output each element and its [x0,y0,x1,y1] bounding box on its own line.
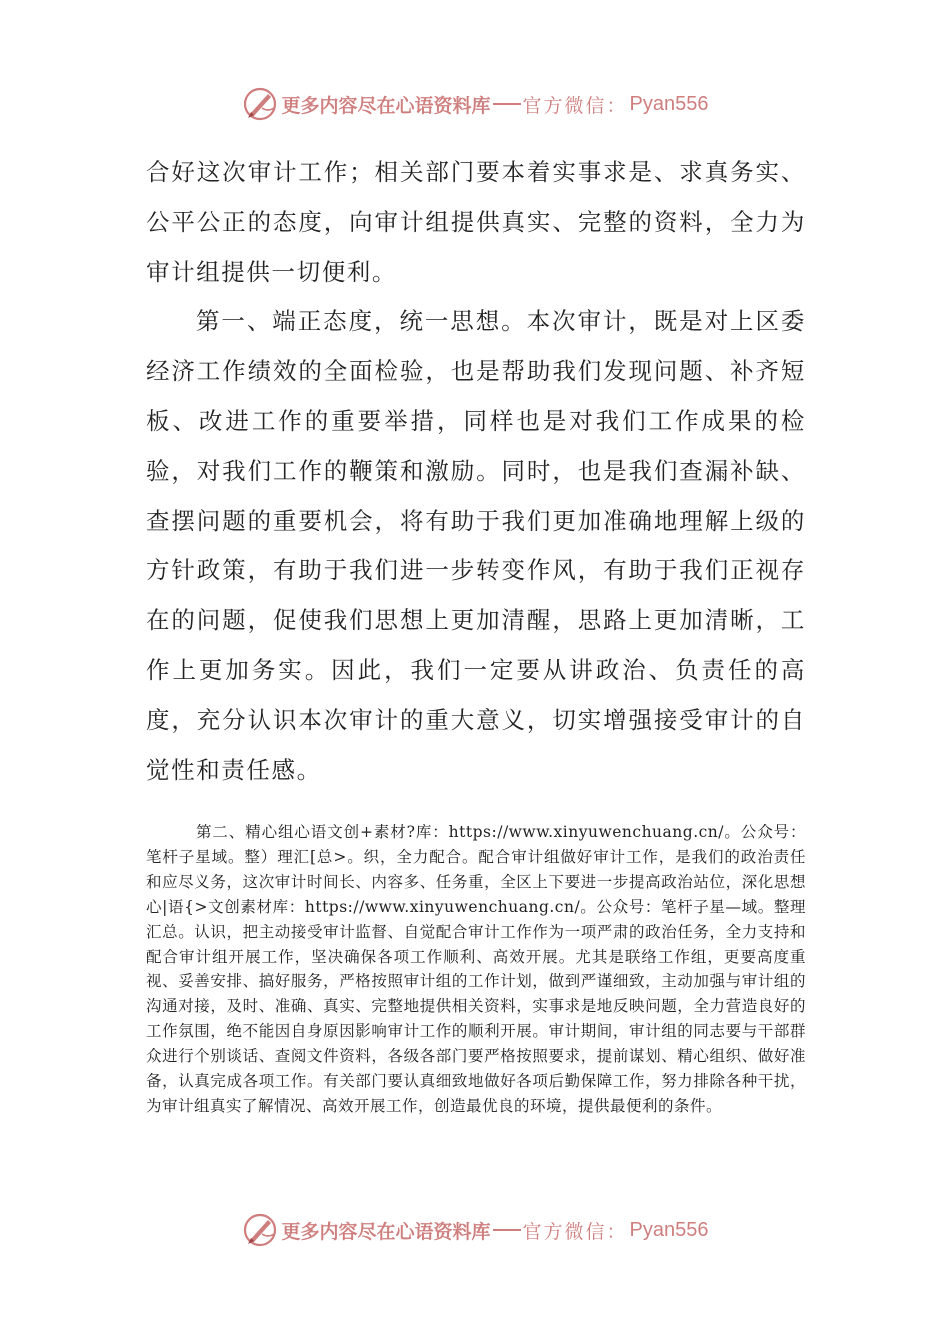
header-banner [0,84,950,124]
pen-logo-icon [242,86,278,122]
banner-wechat-id: Pyan556 [629,1218,709,1241]
paragraph-3: 第二、精心组心语文创+素材?库：https://www.xinyuwenchuang.cn/。公众号：笔杆子星域。整）理汇[总>。织，全力配合。配合审计组做好审计工作，是我们的政治责任和应尽义务，这次审计时间长、内容多、任务重，全区上下要进一步提高政治站位，深化思想心|语{>文创素材库：https://www.xinyuwenchuang.cn/。公众号：笔杆子星—域。整理汇总。认识，把主动接受审计监督、自觉配合审计工作作为一项严肃的政治任务，全力支持和配合审计组开展工作，坚决确保各项工作顺利、高效开展。尤其是联络工作组，更要高度重视、妥善安排、搞好服务，严格按照审计组的工作计划，做到严谨细致，主动加强与审计组的沟通对接，及时、准确、真实、完整地提供相关资料，实事求是地反映问题，全力营造良好的工作氛围，绝不能因自身原因影响审计工作的顺利开展。审计期间，审计组的同志要与干部群众进行个别谈话、查阅文件资料，各级各部门要严格按照要求，提前谋划、精心组织、做好准备，认真完成各项工作。有关部门要认真细致地做好各项后勤保障工作，努力排除各种干扰，为审计组真实了解情况、高效开展工作，创造最优良的环境，提供最便利的条件。 [146,823,806,1115]
document-body-small [146,820,806,1119]
pen-logo-icon [242,1212,278,1248]
paragraph-2: 第一、端正态度，统一思想。本次审计，既是对上区委经济工作绩效的全面检验，也是帮助我们发现问题、补齐短板、改进工作的重要举措，同样也是对我们工作成果的检验，对我们工作的鞭策和激励。同时，也是我们查漏补缺、查摆问题的重要机会，将有助于我们更加准确地理解上级的方针政策，有助于我们进一步转变作风，有助于我们正视存在的问题，促使我们思想上更加清醒，思路上更加清晰，工作上更加务实。因此，我们一定要从讲政治、负责任的高度，充分认识本次审计的重大意义，切实增强接受审计的自觉性和责任感。 [146,307,806,784]
footer-banner [0,1210,950,1250]
banner-brand-text: 更多内容尽在心语资料库 [281,1220,491,1243]
banner-sub-text: 官方微信： [522,1220,628,1243]
banner-dash [493,103,521,105]
document-body-large [146,148,806,795]
paragraph-1: 合好这次审计工作；相关部门要本着实事求是、求真务实、公平公正的态度，向审计组提供真实、完整的资料，全力为审计组提供一切便利。 [146,158,806,286]
banner-brand-text: 更多内容尽在心语资料库 [281,94,491,117]
banner-wechat-id: Pyan556 [629,92,709,115]
banner-sub-text: 官方微信： [522,94,628,117]
banner-dash [493,1229,521,1231]
